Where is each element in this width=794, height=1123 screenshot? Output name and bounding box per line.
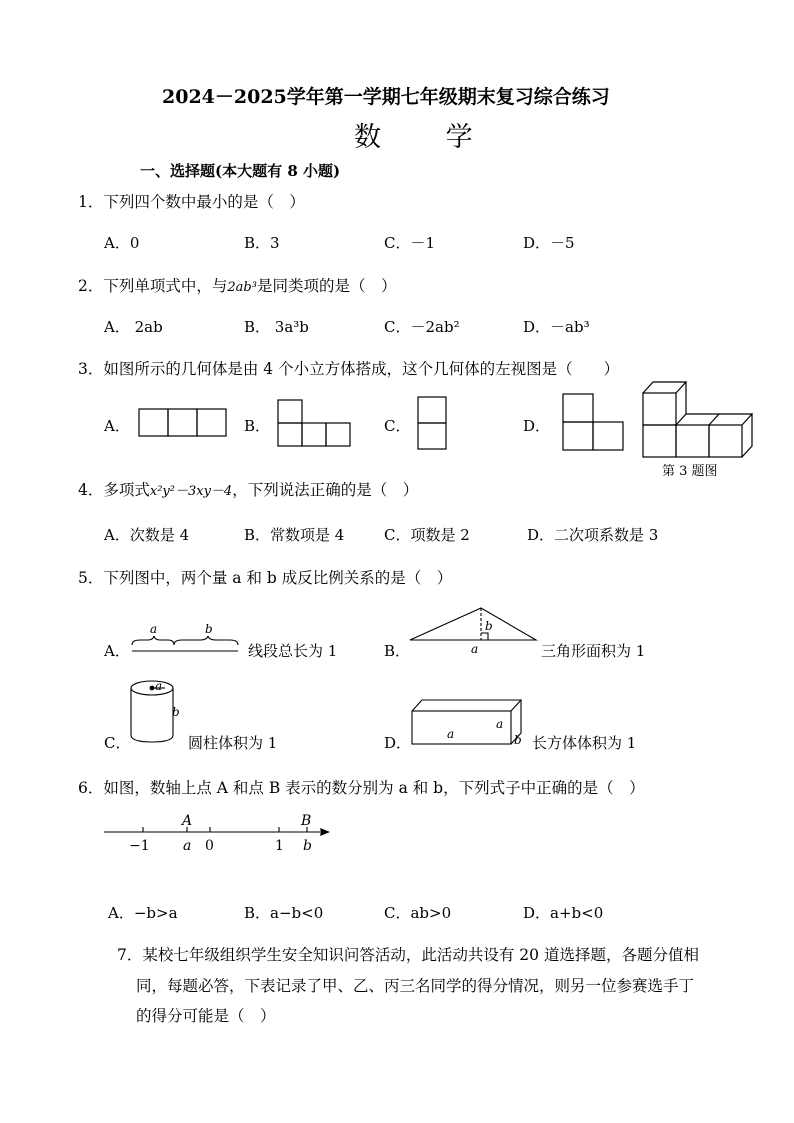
question-1-stem: 1．下列四个数中最小的是（ ） bbox=[78, 193, 305, 211]
q4-option-b: B．常数项是 4 bbox=[244, 526, 345, 544]
tick-label-zero: 0 bbox=[205, 838, 214, 854]
q5-option-b-letter: B． bbox=[384, 642, 411, 660]
question-6-stem: 6．如图，数轴上点 A 和点 B 表示的数分别为 a 和 b，下列式子中正确的是（ ） bbox=[78, 779, 645, 797]
q6-option-b: B．a−b<0 bbox=[244, 904, 324, 922]
q1-option-d: D．－5 bbox=[523, 234, 575, 252]
q1-option-b: B．3 bbox=[244, 234, 280, 252]
q4-stem-suffix: ，下列说法正确的是（ ） bbox=[232, 481, 419, 499]
q5-option-c-desc: 圆柱体积为 1 bbox=[188, 734, 278, 752]
section-heading: 一、选择题(本大题有 8 小题) bbox=[140, 162, 341, 180]
q5-d-label-b: b bbox=[514, 733, 522, 747]
q2-option-c: C．－2ab² bbox=[384, 318, 460, 336]
q3-option-b-letter: B． bbox=[244, 417, 271, 435]
tick-label-b: b bbox=[303, 838, 312, 854]
q5-d-label-a: a bbox=[447, 727, 455, 741]
q1-option-a: A．0 bbox=[104, 234, 140, 252]
subject-title: 数 学 bbox=[354, 122, 501, 153]
q1-option-c: C．－1 bbox=[384, 234, 436, 252]
question-7-line-3: 的得分可能是（ ） bbox=[136, 1007, 276, 1025]
q5-a-label-b: b bbox=[205, 622, 213, 636]
q5-option-d-desc: 长方体体积为 1 bbox=[532, 734, 637, 752]
q2-stem-expression: 2ab³ bbox=[227, 280, 257, 295]
q2-option-d: D．－ab³ bbox=[523, 318, 590, 336]
point-a-label: A bbox=[182, 813, 193, 829]
q5-d-label-a-depth: a bbox=[496, 717, 504, 731]
point-b-label: B bbox=[301, 813, 312, 829]
q4-option-c: C．项数是 2 bbox=[384, 526, 470, 544]
q4-stem-prefix: 4．多项式 bbox=[78, 481, 150, 499]
tick-label-neg-one: −1 bbox=[129, 838, 150, 854]
q3-option-c-letter: C． bbox=[384, 417, 411, 435]
q6-option-a: A．−b>a bbox=[108, 904, 178, 922]
q5-option-a-letter: A． bbox=[104, 642, 130, 660]
q5-c-label-a: a bbox=[155, 679, 163, 693]
q3-option-d-letter: D． bbox=[523, 417, 551, 435]
q3-figure-caption: 第 3 题图 bbox=[662, 464, 718, 479]
q3-option-a-letter: A． bbox=[104, 417, 130, 435]
q5-b-label-b: b bbox=[485, 619, 493, 633]
q5-option-c-letter: C． bbox=[104, 734, 131, 752]
q5-b-label-a: a bbox=[471, 642, 479, 656]
q2-stem-prefix: 2．下列单项式中，与 bbox=[78, 277, 228, 295]
question-7-line-2: 同，每题必答，下表记录了甲、乙、丙三名同学的得分情况，则另一位参赛选手丁 bbox=[136, 977, 695, 995]
tick-label-one: 1 bbox=[275, 838, 284, 854]
q5-option-a-desc: 线段总长为 1 bbox=[248, 642, 338, 660]
q5-option-d-letter: D． bbox=[384, 734, 412, 752]
exam-title: 2024－2025学年第一学期七年级期末复习综合练习 bbox=[162, 86, 610, 108]
q4-option-d: D．二次项系数是 3 bbox=[527, 526, 659, 544]
tick-label-a: a bbox=[183, 838, 192, 854]
q2-option-a: A． 2ab bbox=[104, 318, 163, 336]
q2-stem-suffix: 是同类项的是（ ） bbox=[256, 277, 397, 295]
q4-option-a: A．次数是 4 bbox=[104, 526, 190, 544]
number-line-arrow-icon bbox=[320, 828, 330, 836]
q5-a-label-a: a bbox=[150, 622, 158, 636]
q4-stem-expression: x²y²－3xy－4 bbox=[149, 484, 233, 499]
q6-option-c: C．ab>0 bbox=[384, 904, 452, 922]
q5-c-label-b: b bbox=[172, 705, 180, 719]
q2-option-b: B． 3a³b bbox=[244, 318, 309, 336]
question-7-line-1: 7．某校七年级组织学生安全知识问答活动，此活动共设有 20 道选择题，各题分值相 bbox=[117, 946, 699, 964]
question-5-stem: 5．下列图中，两个量 a 和 b 成反比例关系的是（ ） bbox=[78, 569, 453, 587]
q6-option-d: D．a+b<0 bbox=[523, 904, 604, 922]
q5-option-b-desc: 三角形面积为 1 bbox=[541, 642, 646, 660]
question-3-stem: 3．如图所示的几何体是由 4 个小立方体搭成，这个几何体的左视图是（ ） bbox=[78, 360, 620, 378]
